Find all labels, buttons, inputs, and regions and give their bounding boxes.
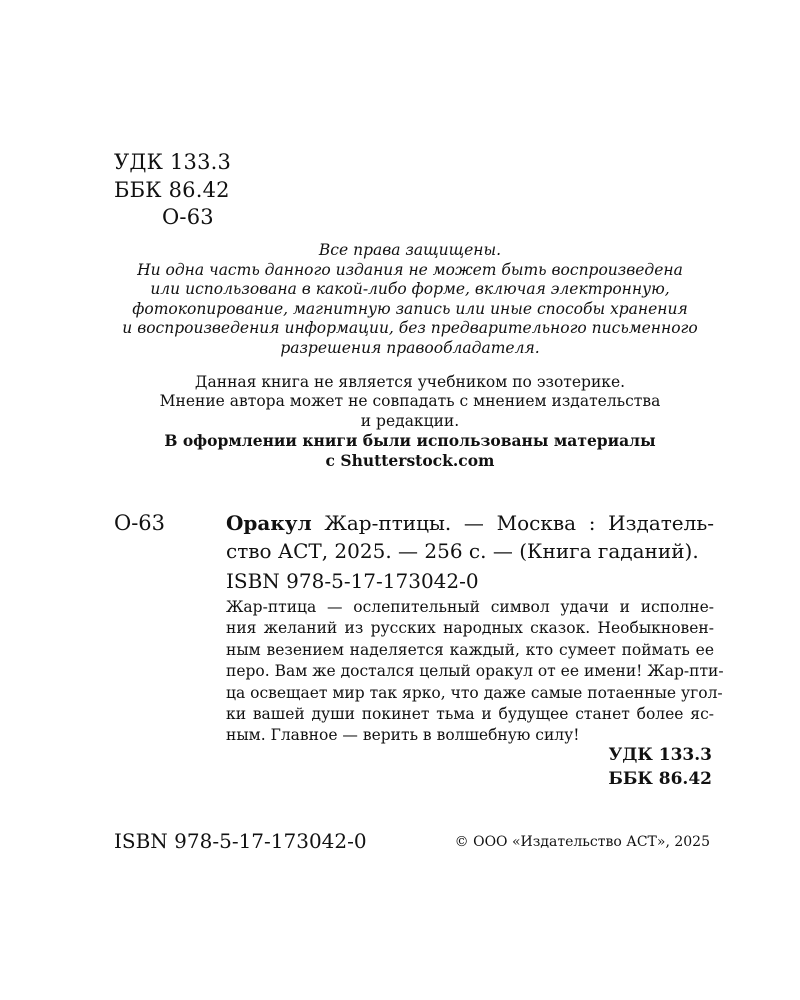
- bib-title: Жар-птицы. — Москва : Издатель-: [311, 511, 714, 535]
- rights-line: и воспроизведения информации, без предварительного письменного: [122, 319, 698, 338]
- note-line: Данная книга не является учебником по эзотерике.: [194, 373, 626, 391]
- classification-block: [608, 743, 712, 791]
- abstract-line: ки вашей души покинет тьма и будущее станет более яс-: [226, 705, 714, 724]
- bib-line-2: ство АСТ, 2025. — 256 с. — (Книга гаданий).: [226, 539, 699, 563]
- abstract-line: перо. Вам же достался целый оракул от ее имени! Жар-пти-: [226, 662, 724, 681]
- author-mark: О-63: [162, 205, 214, 229]
- rights-line: Ни одна часть данного издания не может быть воспроизведена: [137, 260, 683, 279]
- footer-isbn: ISBN 978-5-17-173042-0: [114, 829, 367, 853]
- abstract-line: ным. Главное — верить в волшебную силу!: [226, 726, 580, 745]
- abstract-line: ца освещает мир так ярко, что даже самые потаенные угол-: [226, 683, 723, 702]
- note-bold-line: В оформлении книги были использованы материалы: [164, 431, 656, 451]
- bib-isbn: ISBN 978-5-17-173042-0: [226, 569, 479, 593]
- abstract-line: ным везением наделяется каждый, кто сумеет поймать ее: [226, 640, 714, 659]
- abstract-line: [226, 597, 714, 618]
- rights-notice: [100, 241, 720, 359]
- bbk-code-bold: ББК 86.42: [608, 769, 712, 789]
- note-line: и редакции.: [360, 411, 460, 430]
- bib-author: Оракул: [226, 511, 312, 535]
- udk-code-bold: УДК 133.3: [608, 745, 712, 765]
- abstract-text: Жар-птица — ослепительный символ удачи и исполне-: [226, 598, 714, 616]
- book-abstract: [226, 597, 724, 747]
- disclaimer-note: [100, 373, 720, 470]
- bbk-code: ББК 86.42: [114, 178, 230, 202]
- bib-line-1: [226, 509, 714, 537]
- copyright-notice: © ООО «Издательство АСТ», 2025: [454, 834, 710, 850]
- bibliographic-record: [226, 509, 714, 565]
- rights-line: фотокопирование, магнитную запись или иные способы хранения: [132, 299, 688, 318]
- abstract-line: ния желаний из русских народных сказок. Необыкновен-: [226, 619, 714, 638]
- bib-author-mark: О-63: [114, 511, 166, 535]
- rights-line: разрешения правообладателя.: [280, 338, 540, 357]
- rights-line: или использована в какой-либо форме, включая электронную,: [150, 280, 670, 299]
- note-line: Мнение автора может не совпадать с мнением издательства: [159, 392, 661, 411]
- note-bold-line: с Shutterstock.com: [325, 450, 495, 470]
- rights-line: Все права защищены.: [318, 241, 502, 259]
- udk-code: УДК 133.3: [114, 150, 232, 174]
